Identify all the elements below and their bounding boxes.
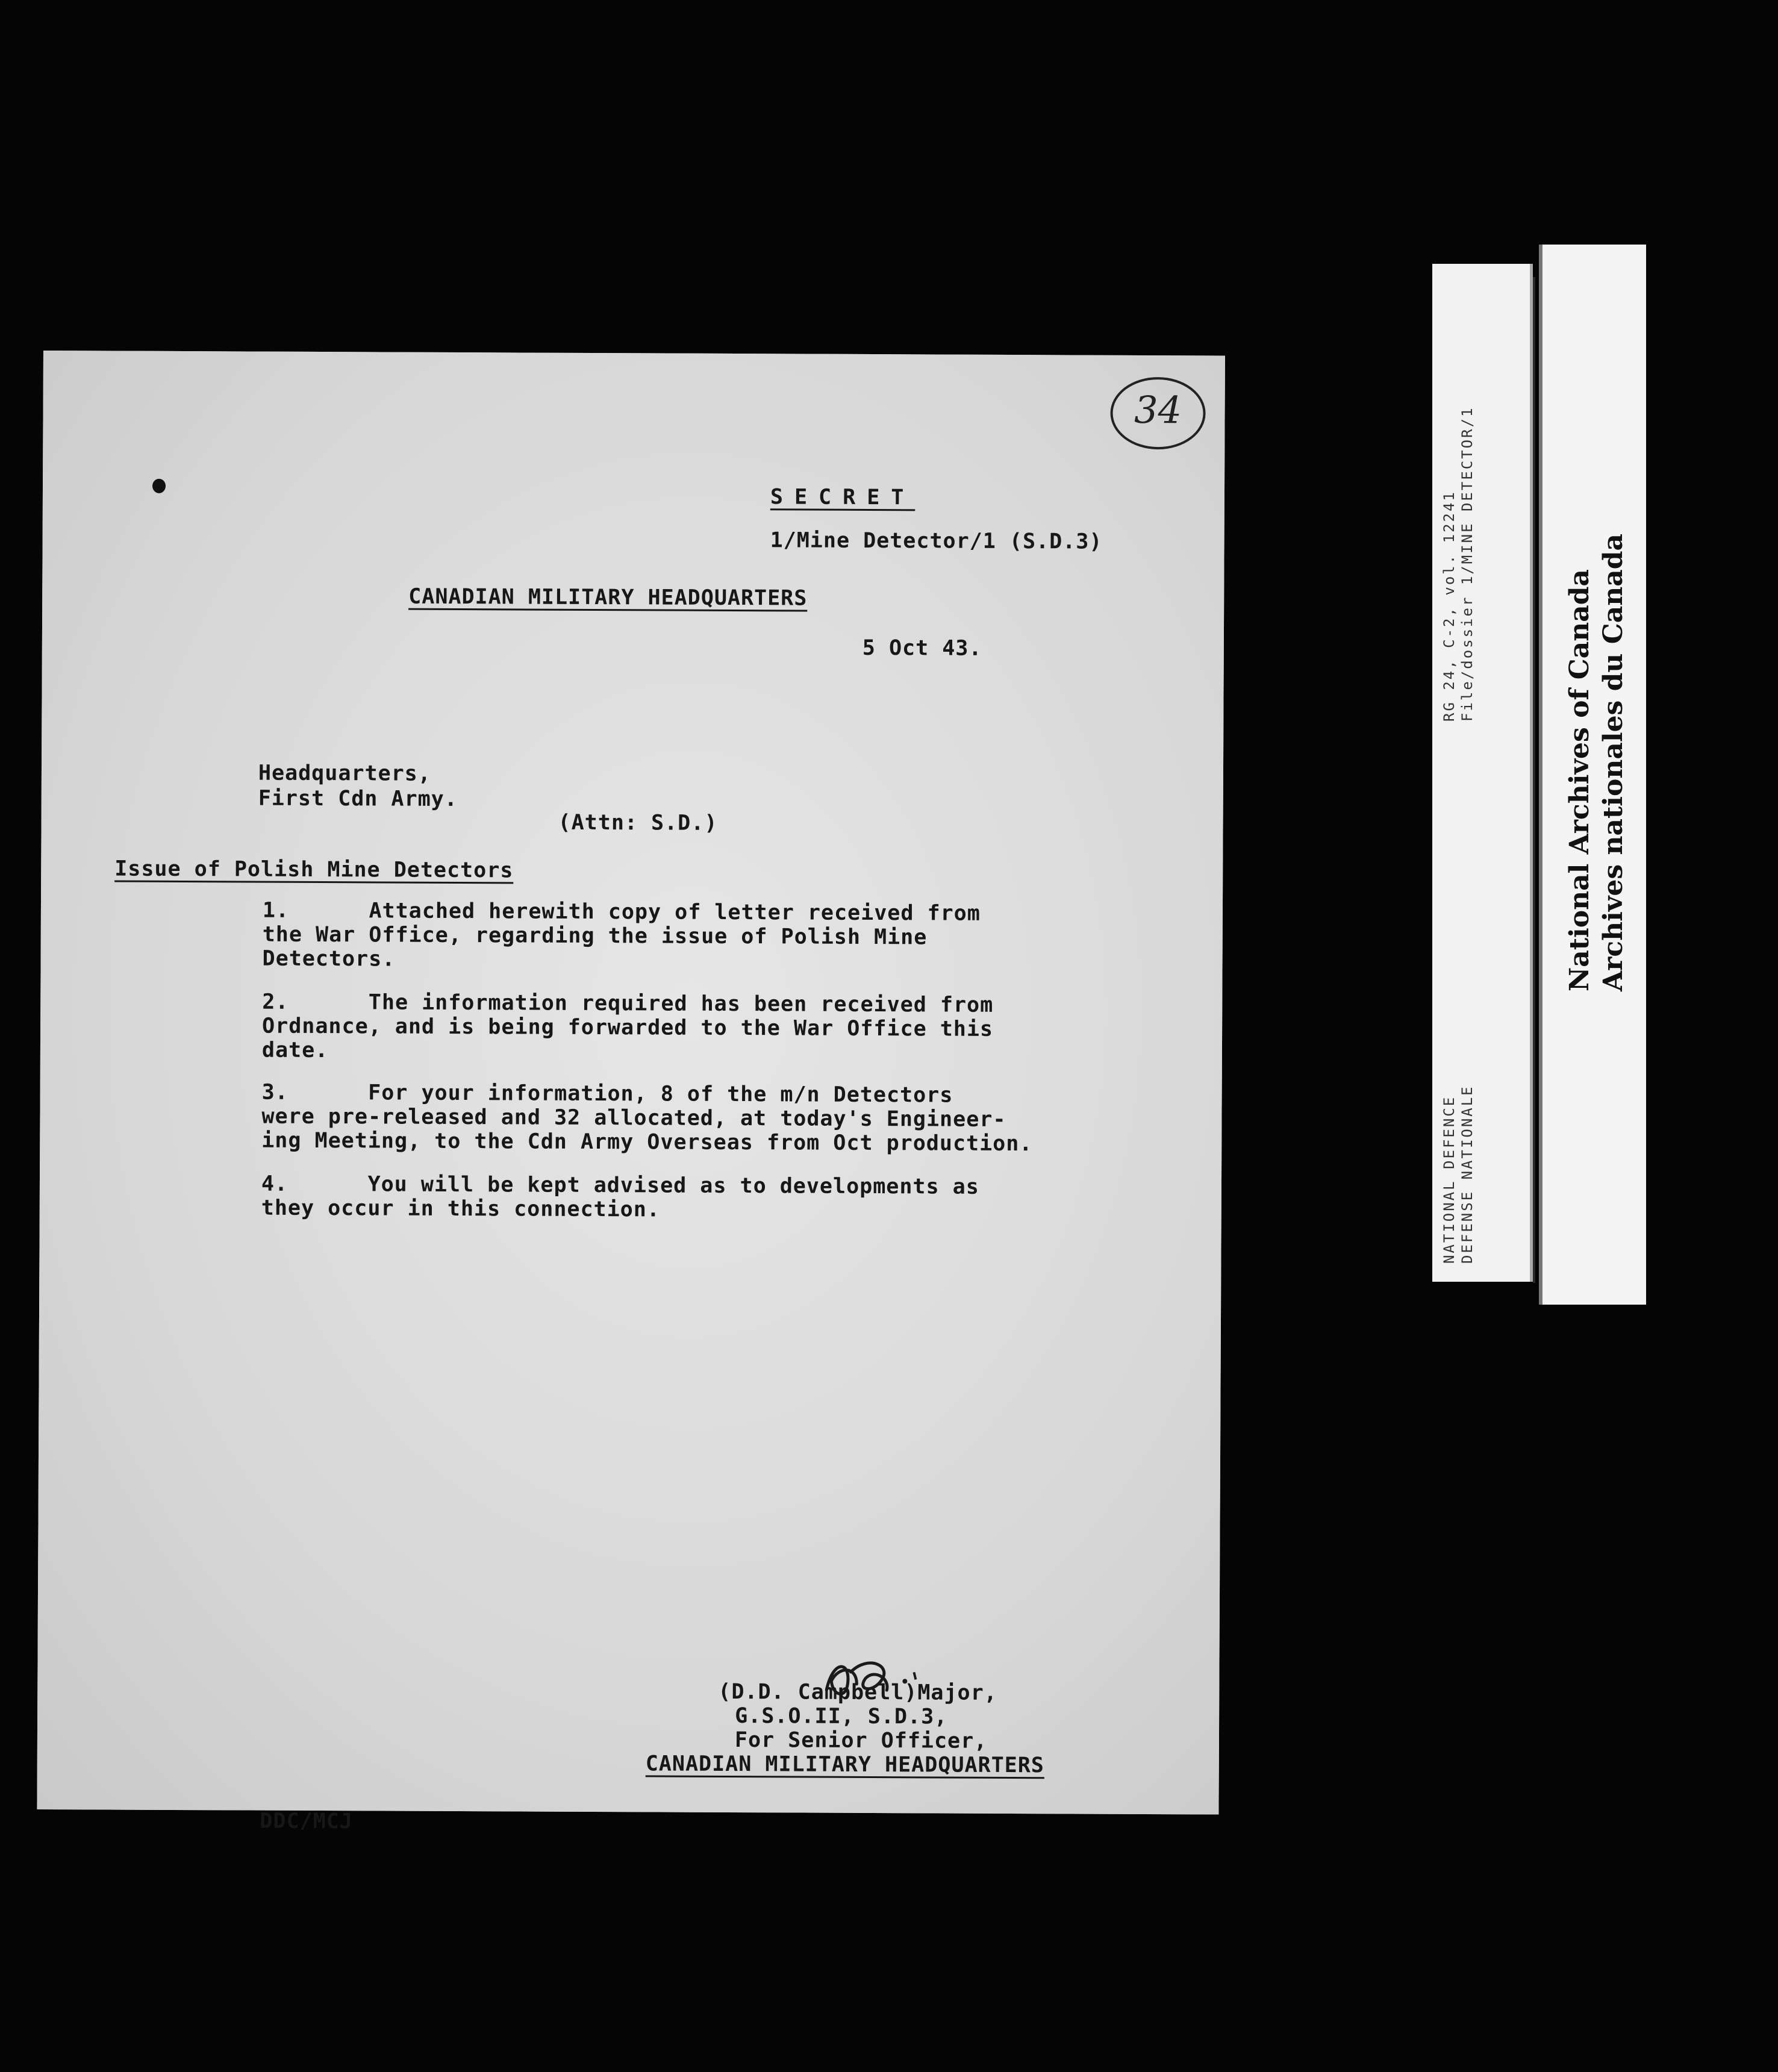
national-archives-label — [1539, 245, 1646, 1305]
paragraph-line: 1. Attached herewith copy of letter received from — [262, 898, 981, 926]
punch-hole — [152, 479, 166, 493]
paragraph-line: 4. You will be kept advised as to developments as — [261, 1172, 979, 1199]
paragraph-line: were pre-released and 32 allocated, at today's Engineer- — [261, 1104, 1006, 1132]
file-reference: 1/Mine Detector/1 (S.D.3) — [770, 528, 1103, 554]
paragraph-line: ing Meeting, to the Cdn Army Overseas from Oct production. — [261, 1128, 1033, 1156]
department-line-2: DEFENSE NATIONALE — [1459, 1085, 1476, 1264]
addressee-line-2: First Cdn Army. — [258, 786, 458, 812]
paragraph-line: the War Office, regarding the issue of Polish Mine — [262, 922, 928, 950]
paragraph-line: Detectors. — [262, 946, 396, 972]
archives-name-english: National Archives of Canada — [1564, 569, 1595, 991]
reference-initials: DDC/MCJ — [260, 1809, 353, 1834]
signature-organization: CANADIAN MILITARY HEADQUARTERS — [645, 1752, 1045, 1778]
paragraph-line: date. — [261, 1038, 329, 1063]
addressee-line-1: Headquarters, — [258, 761, 431, 786]
signature-name-rank: (D.D. Campbell)Major, — [718, 1679, 997, 1705]
folio-number: 34 — [1134, 387, 1182, 432]
archives-name-french: Archives nationales du Canada — [1598, 533, 1629, 991]
department-line-1: NATIONAL DEFENCE — [1441, 1095, 1458, 1264]
letter-date: 5 Oct 43. — [862, 635, 982, 661]
paragraph-line: 3. For your information, 8 of the m/n Detectors — [261, 1080, 953, 1108]
signature-appointment: G.S.O.II, S.D.3, — [735, 1704, 948, 1729]
handwritten-signature — [43, 351, 1225, 356]
folio-number-circle — [1110, 377, 1206, 450]
subject-line: Issue of Polish Mine Detectors — [114, 857, 514, 883]
label-divider — [1533, 277, 1535, 1283]
signature-for: For Senior Officer, — [734, 1728, 988, 1753]
letter-sheet — [37, 351, 1225, 1834]
paragraph-line: Ordnance, and is being forwarded to the War Office this — [262, 1014, 994, 1041]
archive-ref-line-2: File/dossier 1/MINE DETECTOR/1 — [1459, 406, 1476, 722]
archive-ref-line-1: RG 24, C-2, vol. 12241 — [1441, 490, 1458, 722]
paragraph-line: they occur in this connection. — [261, 1196, 661, 1222]
archive-reference-label — [1432, 264, 1533, 1282]
organization-heading: CANADIAN MILITARY HEADQUARTERS — [408, 584, 808, 611]
attention-line: (Attn: S.D.) — [558, 810, 718, 835]
classification: SECRET — [770, 485, 916, 510]
paragraph-line: 2. The information required has been received from — [262, 990, 994, 1017]
